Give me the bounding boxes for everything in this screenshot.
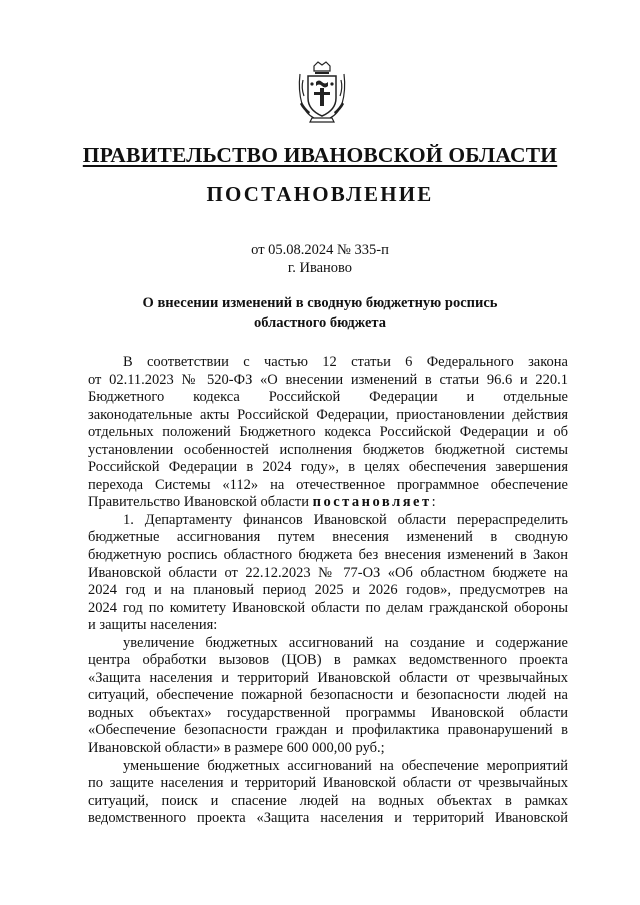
body-line: от 02.11.2023 № 520-ФЗ «О внесении изменений в статьи 96.6 и 220.1 <box>88 371 568 388</box>
body-line: по защите населения и территорий Ивановской области от чрезвычайных <box>88 775 568 792</box>
document-subject <box>0 293 640 333</box>
resolution-colon: : <box>431 494 436 511</box>
body-line: Ивановской области от 22.12.2023 № 77-ОЗ «Об областном бюджете на <box>88 564 568 581</box>
body-line: ситуаций, обеспечение пожарной безопасности и безопасности людей на <box>88 687 568 704</box>
body-line: перехода Системы «112» на отечественное программное обеспечение <box>88 476 568 493</box>
body-line: уменьшение бюджетных ассигнований на обеспечение мероприятий <box>123 757 568 774</box>
body-line: законодательные акты Российской Федерации, приостановлении действия <box>88 406 568 423</box>
body-line: 1. Департаменту финансов Ивановской области перераспределить <box>123 511 568 528</box>
subject-line: областного бюджета <box>254 315 386 331</box>
body-text: Правительство Ивановской области <box>88 494 309 511</box>
date-number: от 05.08.2024 № 335-п <box>251 242 389 258</box>
body-line: увеличение бюджетных ассигнований на создание и содержание <box>123 634 568 651</box>
body-line: 2024 год по комитету Ивановской области по делам гражданской обороны <box>88 599 568 616</box>
document-type: ПОСТАНОВЛЕНИЕ <box>206 182 434 206</box>
city: г. Иваново <box>287 260 353 276</box>
coat-of-arms-graphic <box>296 60 348 124</box>
body-line: Российской Федерации в 2024 году», в целях обеспечения завершения <box>88 459 568 476</box>
body-line: «Защита населения и территорий Ивановской области от чрезвычайных <box>88 669 568 686</box>
body-line: В соответствии с частью 12 статьи 6 Федерального закона <box>123 354 568 370</box>
body-line: бюджетную роспись областного бюджета без внесения изменений в Закон <box>88 547 568 564</box>
coat-of-arms-icon <box>296 60 348 124</box>
body-line: 2024 год и на плановый период 2025 и 2026 годов», предусмотрев на <box>88 582 568 599</box>
body-line: Ивановской области» в размере 600 000,00 руб.; <box>88 740 385 757</box>
body-line: и защиты населения: <box>88 617 218 634</box>
government-name: ПРАВИТЕЛЬСТВО ИВАНОВСКОЙ ОБЛАСТИ <box>82 143 558 167</box>
body-line: центра обработки вызовов (ЦОВ) в рамках ведомственного проекта <box>88 652 568 669</box>
document-metadata <box>0 241 640 277</box>
body-line: Бюджетного кодекса Российской Федерации и отдельные <box>88 389 568 406</box>
body-line: водных объектах» государственной программы Ивановской области <box>88 704 568 721</box>
body-line: отдельных положений Бюджетного кодекса Российской Федерации и об <box>88 424 568 441</box>
body-line: установлении особенностей исполнения бюджетов бюджетной системы <box>88 441 568 458</box>
resolution-keyword: постановляет <box>312 494 432 511</box>
body-line: бюджетные ассигнования путем внесения изменений в сводную <box>88 529 568 546</box>
subject-line: О внесении изменений в сводную бюджетную роспись <box>142 295 498 311</box>
body-line: ведомственного проекта «Защита населения и территорий Ивановской <box>88 810 568 827</box>
document-body <box>88 354 568 828</box>
body-line: ситуаций, поиск и спасение людей на водных объектах в рамках <box>88 792 568 809</box>
body-line <box>88 494 568 512</box>
body-line: «Обеспечение безопасности граждан и профилактика правонарушений в <box>88 722 568 739</box>
